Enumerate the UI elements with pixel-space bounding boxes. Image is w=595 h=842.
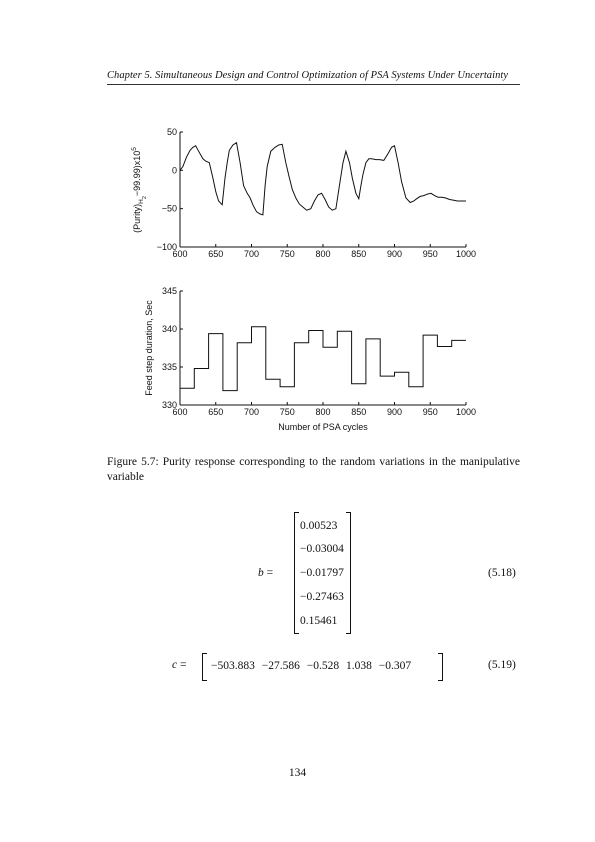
y-label-superscript: 5 xyxy=(131,147,138,151)
feed-x-tick-label: 900 xyxy=(386,407,403,417)
equation-number-5-19: (5.19) xyxy=(488,659,516,671)
feed-y-tick-label: 340 xyxy=(161,324,177,334)
feed-x-tick-label: 600 xyxy=(172,407,188,417)
purity-y-tick-label: −50 xyxy=(161,203,177,214)
feed-x-tick-label: 950 xyxy=(422,407,438,417)
b-left-bracket xyxy=(294,512,299,634)
purity-y-tick-label: 50 xyxy=(166,127,177,137)
purity-x-tick-label: 750 xyxy=(279,249,295,259)
page-number: 134 xyxy=(288,767,307,779)
purity-y-axis-label xyxy=(131,147,148,233)
feed-x-tick-label: 700 xyxy=(243,407,260,417)
purity-x-tick-label: 950 xyxy=(422,249,438,259)
purity-x-tick-label: 650 xyxy=(208,249,224,259)
feed-y-tick-label: 330 xyxy=(161,400,177,410)
c-left-bracket xyxy=(202,653,207,681)
feed-y-tick-label: 345 xyxy=(161,286,177,296)
b-entry: −0.27463 xyxy=(300,591,344,603)
feed-y-axis-label: Feed step duration, Sec xyxy=(144,300,154,396)
b-right-bracket xyxy=(346,512,351,634)
purity-x-ticks xyxy=(172,244,476,259)
purity-y-ticks xyxy=(157,127,183,252)
feed-x-tick-label: 750 xyxy=(279,407,295,417)
b-entry: −0.01797 xyxy=(300,567,344,579)
purity-x-tick-label: 800 xyxy=(315,249,331,259)
feed-x-tick-label: 1000 xyxy=(455,407,477,417)
b-entry: −0.03004 xyxy=(300,543,344,555)
feed-x-tick-label: 650 xyxy=(208,407,224,417)
c-lhs: c = xyxy=(172,659,187,671)
running-header: Chapter 5. Simultaneous Design and Control Optimization of PSA Systems Under Uncertainty xyxy=(107,70,509,81)
b-vector xyxy=(294,512,351,632)
purity-x-tick-label: 850 xyxy=(351,249,367,259)
purity-response-line xyxy=(180,143,466,215)
equation-number-5-18: (5.18) xyxy=(488,567,516,579)
y-label-part: (Purity) xyxy=(132,203,142,233)
purity-y-tick-label: −100 xyxy=(156,242,177,252)
b-entry: 0.15461 xyxy=(300,615,338,627)
c-entries: −503.883 −27.586 −0.528 1.038 −0.307 xyxy=(211,660,412,672)
c-vector xyxy=(202,653,443,679)
feed-x-ticks xyxy=(172,402,476,417)
feed-x-axis-label: Number of PSA cycles xyxy=(278,422,368,432)
purity-y-tick-label: 0 xyxy=(171,165,177,176)
b-lhs: b = xyxy=(258,567,274,579)
figure-caption: Figure 5.7: Purity response corresponding to the random variations in the manipulative variable xyxy=(107,456,520,483)
purity-x-tick-label: 700 xyxy=(243,249,260,259)
purity-x-tick-label: 1000 xyxy=(455,249,477,259)
feed-x-tick-label: 850 xyxy=(351,407,367,417)
feed-step-chart xyxy=(144,286,476,432)
purity-x-tick-label: 600 xyxy=(172,249,188,259)
feed-step-line xyxy=(180,327,466,391)
purity-x-tick-label: 900 xyxy=(386,249,403,259)
purity-axes-box xyxy=(180,132,466,247)
y-label-subscript: H xyxy=(138,199,145,204)
feed-x-tick-label: 800 xyxy=(315,407,331,417)
purity-chart xyxy=(131,127,476,259)
y-label-part2: −99.99)x10 xyxy=(132,150,142,197)
b-entry: 0.00523 xyxy=(300,520,338,532)
c-right-bracket xyxy=(438,653,443,681)
y-label-subscript2: 2 xyxy=(142,196,148,200)
feed-y-tick-label: 335 xyxy=(161,362,177,372)
